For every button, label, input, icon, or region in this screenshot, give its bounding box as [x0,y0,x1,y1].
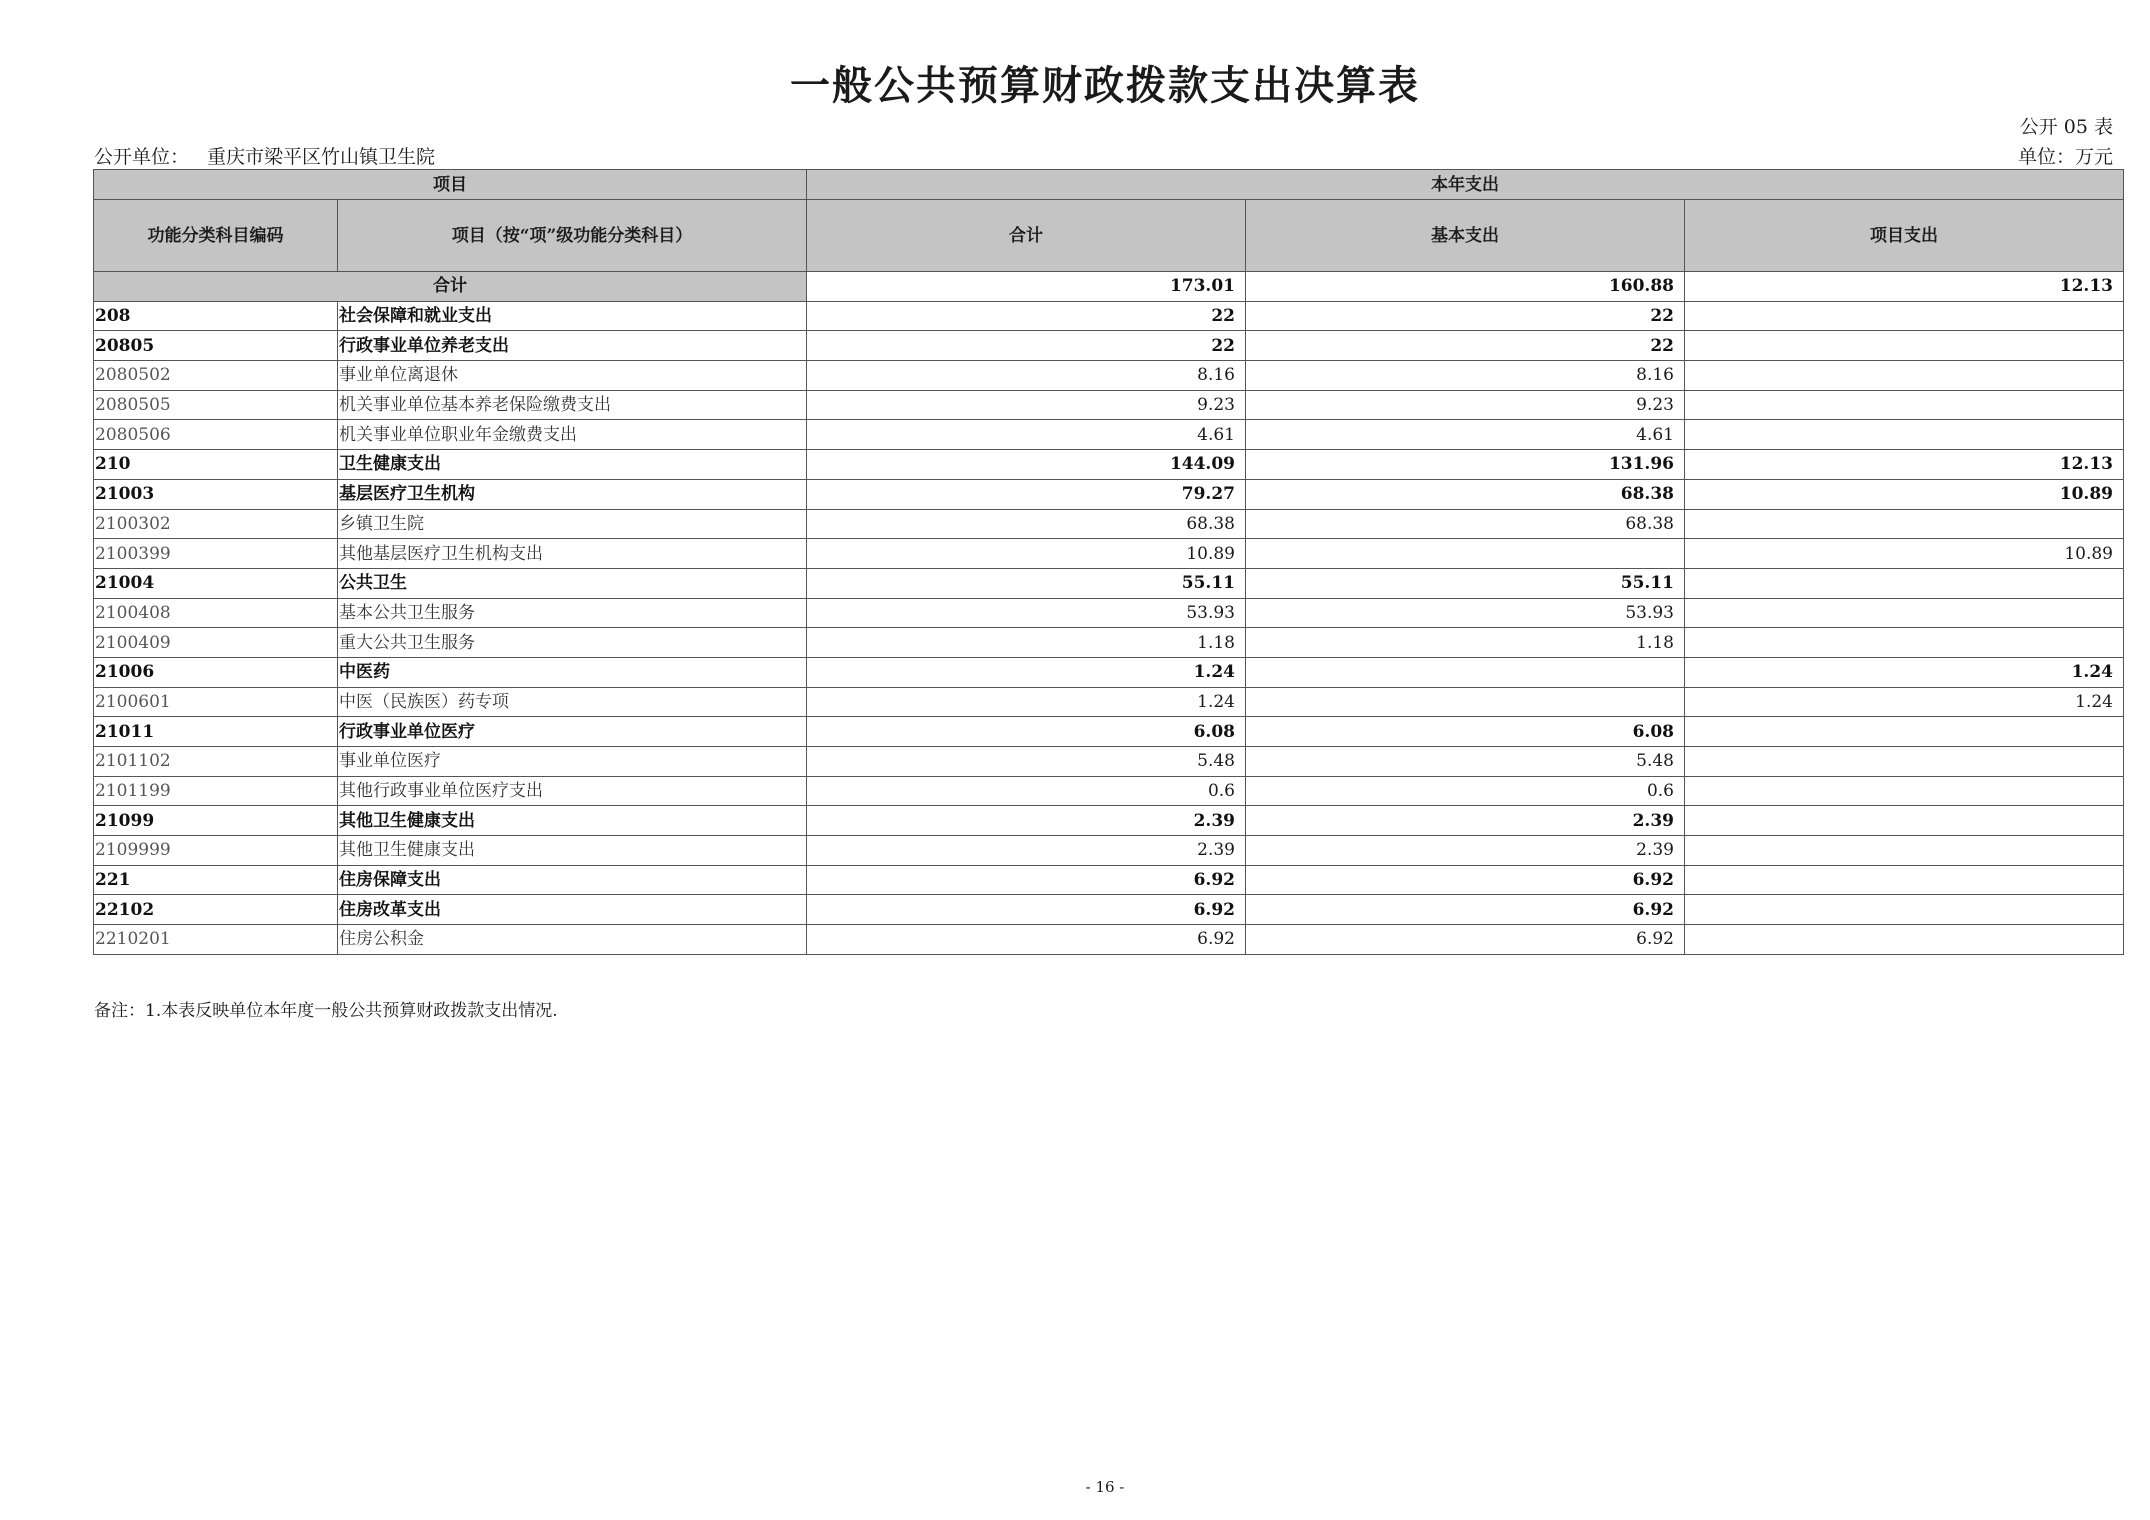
row-project [1685,301,2124,331]
table-row [94,539,2124,569]
row-name: 社会保障和就业支出 [338,301,807,331]
row-basic: 0.6 [1246,776,1685,806]
page-number: - 16 - [1085,1478,1125,1496]
row-code: 21003 [94,479,338,509]
row-name: 其他基层医疗卫生机构支出 [338,539,807,569]
row-code: 20805 [94,331,338,361]
row-total: 1.24 [807,687,1246,717]
table-row [94,331,2124,361]
reporting-unit [94,142,435,169]
row-code: 210 [94,450,338,480]
row-code: 21004 [94,568,338,598]
total-label: 合计 [94,272,807,302]
table-row [94,479,2124,509]
row-code: 2100601 [94,687,338,717]
row-basic: 2.39 [1246,806,1685,836]
table-row [94,717,2124,747]
row-name: 其他卫生健康支出 [338,806,807,836]
table-row [94,747,2124,777]
currency-unit: 单位：万元 [2017,146,2113,168]
row-basic: 22 [1246,301,1685,331]
row-project [1685,331,2124,361]
row-basic: 5.48 [1246,747,1685,777]
row-code: 2210201 [94,925,338,955]
form-number: 公开 05 表 [2019,116,2113,138]
total-project: 12.13 [1685,272,2124,302]
table-row [94,687,2124,717]
row-basic: 131.96 [1246,450,1685,480]
row-code: 2080502 [94,361,338,391]
row-basic: 6.92 [1246,865,1685,895]
row-project: 10.89 [1685,539,2124,569]
table-row [94,836,2124,866]
table-body [94,272,2124,955]
row-basic: 6.08 [1246,717,1685,747]
row-total: 1.18 [807,628,1246,658]
header-project: 项目支出 [1685,200,2124,272]
row-total: 5.48 [807,747,1246,777]
row-name: 事业单位离退休 [338,361,807,391]
row-project [1685,390,2124,420]
table-row [94,450,2124,480]
row-basic: 68.38 [1246,479,1685,509]
row-name: 中医（民族医）药专项 [338,687,807,717]
row-project [1685,776,2124,806]
row-name: 其他卫生健康支出 [338,836,807,866]
row-code: 2101199 [94,776,338,806]
row-project: 12.13 [1685,450,2124,480]
header-code: 功能分类科目编码 [94,200,338,272]
unit-info-row [94,142,2113,168]
row-project: 10.89 [1685,479,2124,509]
row-project [1685,568,2124,598]
row-code: 2100399 [94,539,338,569]
row-total: 0.6 [807,776,1246,806]
row-project [1685,509,2124,539]
row-project [1685,361,2124,391]
row-total: 79.27 [807,479,1246,509]
header-total: 合计 [807,200,1246,272]
row-basic: 22 [1246,331,1685,361]
row-project [1685,836,2124,866]
row-total: 8.16 [807,361,1246,391]
row-total: 4.61 [807,420,1246,450]
table-row [94,628,2124,658]
total-basic: 160.88 [1246,272,1685,302]
row-total: 1.24 [807,657,1246,687]
table-row [94,509,2124,539]
table-row [94,420,2124,450]
row-basic: 9.23 [1246,390,1685,420]
row-name: 住房改革支出 [338,895,807,925]
row-basic [1246,687,1685,717]
row-project [1685,925,2124,955]
row-project: 1.24 [1685,687,2124,717]
row-total: 55.11 [807,568,1246,598]
row-project: 1.24 [1685,657,2124,687]
row-basic: 8.16 [1246,361,1685,391]
row-code: 2080505 [94,390,338,420]
row-project [1685,895,2124,925]
row-code: 208 [94,301,338,331]
header-group-row [94,170,2124,200]
row-total: 10.89 [807,539,1246,569]
row-name: 其他行政事业单位医疗支出 [338,776,807,806]
table-row [94,598,2124,628]
row-code: 2101102 [94,747,338,777]
header-basic: 基本支出 [1246,200,1685,272]
unit-label: 公开单位： [94,146,190,168]
table-row [94,865,2124,895]
header-project-group: 项目 [94,170,807,200]
header-column-row [94,200,2124,272]
table-row [94,895,2124,925]
row-total: 22 [807,331,1246,361]
row-basic: 4.61 [1246,420,1685,450]
row-total: 53.93 [807,598,1246,628]
row-total: 2.39 [807,836,1246,866]
total-total: 173.01 [807,272,1246,302]
row-project [1685,628,2124,658]
table-row [94,657,2124,687]
row-total: 6.92 [807,865,1246,895]
row-name: 机关事业单位职业年金缴费支出 [338,420,807,450]
row-project [1685,717,2124,747]
row-basic: 1.18 [1246,628,1685,658]
row-code: 21099 [94,806,338,836]
header-expense-group: 本年支出 [807,170,2124,200]
table-note: 备注：1.本表反映单位本年度一般公共预算财政拨款支出情况. [94,1001,558,1021]
table-header [94,170,2124,272]
unit-name: 重庆市梁平区竹山镇卫生院 [207,146,436,168]
table-row [94,390,2124,420]
row-project [1685,806,2124,836]
row-name: 住房保障支出 [338,865,807,895]
row-code: 2100302 [94,509,338,539]
row-total: 68.38 [807,509,1246,539]
expenditure-table [93,169,2124,955]
row-total: 6.92 [807,895,1246,925]
row-name: 事业单位医疗 [338,747,807,777]
table-row [94,925,2124,955]
row-code: 2109999 [94,836,338,866]
row-basic: 6.92 [1246,895,1685,925]
row-code: 221 [94,865,338,895]
row-project [1685,420,2124,450]
row-name: 乡镇卫生院 [338,509,807,539]
row-basic: 68.38 [1246,509,1685,539]
row-basic [1246,539,1685,569]
table-row [94,568,2124,598]
row-total: 6.92 [807,925,1246,955]
row-basic: 2.39 [1246,836,1685,866]
row-project [1685,598,2124,628]
row-name: 重大公共卫生服务 [338,628,807,658]
row-name: 卫生健康支出 [338,450,807,480]
row-code: 21006 [94,657,338,687]
total-row [94,272,2124,302]
row-name: 行政事业单位养老支出 [338,331,807,361]
row-total: 9.23 [807,390,1246,420]
row-basic [1246,657,1685,687]
row-basic: 55.11 [1246,568,1685,598]
row-name: 行政事业单位医疗 [338,717,807,747]
row-basic: 6.92 [1246,925,1685,955]
row-code: 2080506 [94,420,338,450]
row-name: 机关事业单位基本养老保险缴费支出 [338,390,807,420]
row-name: 基层医疗卫生机构 [338,479,807,509]
table-row [94,806,2124,836]
row-code: 2100408 [94,598,338,628]
row-total: 2.39 [807,806,1246,836]
row-project [1685,747,2124,777]
row-basic: 53.93 [1246,598,1685,628]
page-title: 一般公共预算财政拨款支出决算表 [790,62,1420,109]
row-project [1685,865,2124,895]
row-total: 22 [807,301,1246,331]
row-code: 21011 [94,717,338,747]
row-code: 22102 [94,895,338,925]
row-code: 2100409 [94,628,338,658]
row-name: 基本公共卫生服务 [338,598,807,628]
row-total: 144.09 [807,450,1246,480]
table-row [94,776,2124,806]
row-total: 6.08 [807,717,1246,747]
row-name: 中医药 [338,657,807,687]
table-row [94,361,2124,391]
header-name: 项目（按“项”级功能分类科目） [338,200,807,272]
row-name: 住房公积金 [338,925,807,955]
row-name: 公共卫生 [338,568,807,598]
table-row [94,301,2124,331]
